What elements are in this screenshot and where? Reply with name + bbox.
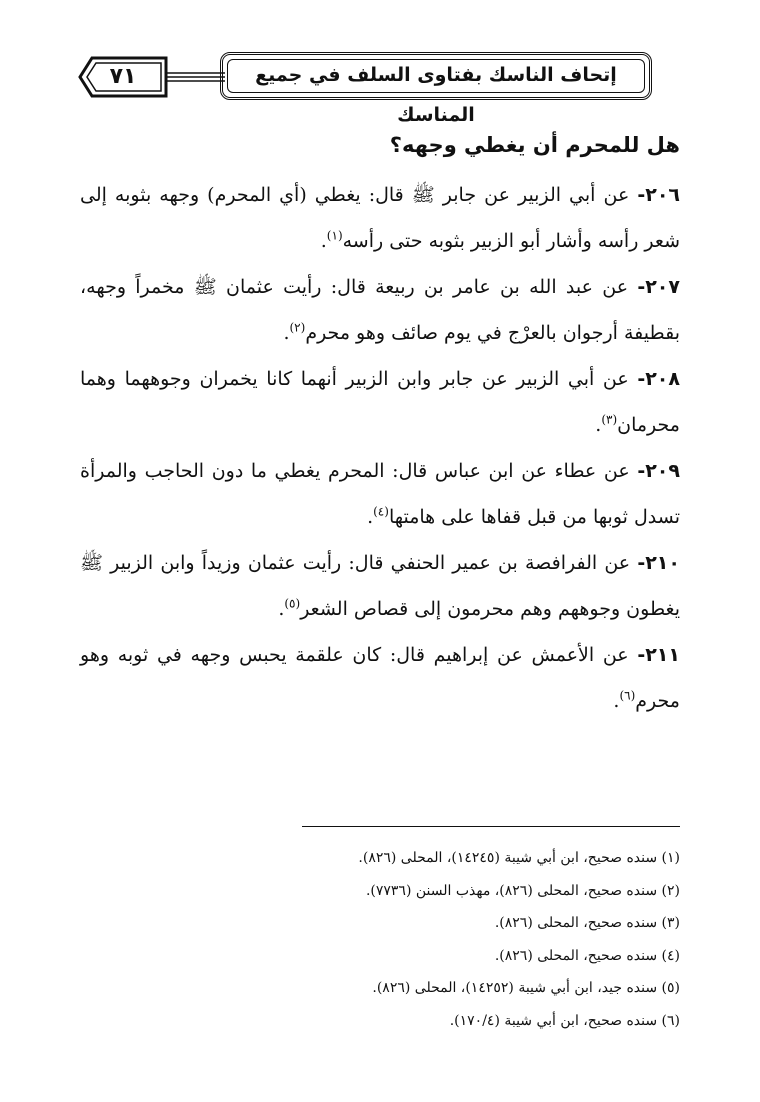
entry-end: .: [595, 414, 602, 436]
entry-number: ٢٠٩-: [637, 460, 680, 482]
entry-text: عن عطاء عن ابن عباس قال: المحرم يغطي ما دون الحاجب والمرأة تسدل ثوبها من قبل قفاها على هامتها: [80, 460, 680, 528]
footnote-3: (٣) سنده صحيح، المحلى (٨٢٦).: [494, 915, 680, 931]
footnote-ref: (٤): [373, 504, 389, 519]
footnotes: [120, 842, 680, 1037]
footnote-2: (٢) سنده صحيح، المحلى (٨٢٦)، مهذب السنن (٧٧٣٦).: [365, 882, 680, 899]
entry-208: [80, 356, 680, 448]
entry-210: [80, 540, 680, 632]
entry-207: [80, 264, 680, 356]
entry-number: ٢٠٧-: [637, 276, 680, 298]
entry-206: [80, 172, 680, 264]
entry-text: عن عبد الله بن عامر بن ربيعة قال: رأيت عثمان ﷺ مخمراً وجهه، بقطيفة أرجوان بالعرْج في يوم صائف وهو محرم: [80, 276, 680, 344]
page-header: [70, 52, 670, 126]
entry-number: ٢١٠-: [637, 552, 680, 574]
entry-end: .: [367, 506, 374, 528]
entry-text: عن الفرافصة بن عمير الحنفي قال: رأيت عثمان وزيداً وابن الزبير ﷺ يغطون وجوههم وهم محرمون إلى قصاص الشعر: [80, 552, 680, 620]
entry-text: عن الأعمش عن إبراهيم قال: كان علقمة يحبس وجهه في ثوبه وهو محرم: [80, 644, 680, 712]
footnote-ref: (٣): [601, 412, 618, 427]
entry-text: عن أبي الزبير عن جابر ﷺ قال: يغطي (أي المحرم) وجهه بثوبه إلى شعر رأسه وأشار أبو الزبير بثوبه حتى رأسه: [80, 184, 680, 252]
footnote-ref: (١): [326, 228, 343, 243]
section-title: هل للمحرم أن يغطي وجهه؟: [389, 133, 680, 157]
book-title-frame: [220, 52, 652, 126]
footnote-4: (٤) سنده صحيح، المحلى (٨٢٦).: [494, 947, 680, 964]
header-connector: [165, 70, 225, 84]
entry-number: ٢٠٨-: [637, 368, 680, 390]
main-text: [80, 128, 680, 724]
entry-end: .: [320, 230, 327, 252]
entry-number: ٢١١-: [637, 644, 680, 666]
entry-209: [80, 448, 680, 540]
footnote-6: (٦) سنده صحيح، ابن أبي شيبة (١٧٠/٤).: [449, 1012, 680, 1029]
book-title: إتحاف الناسك بفتاوى السلف في جميع المناسك: [255, 64, 617, 126]
entry-211: [80, 632, 680, 724]
entry-end: .: [278, 598, 285, 620]
entry-end: .: [613, 690, 620, 712]
footnote-ref: (٥): [284, 596, 301, 611]
footnote-ref: (٦): [619, 688, 636, 703]
entry-number: ٢٠٦-: [637, 184, 681, 206]
footnote-ref: (٢): [289, 320, 306, 335]
footnote-separator: [302, 826, 680, 827]
entry-end: .: [283, 322, 290, 344]
page-number-frame: [78, 56, 168, 98]
footnote-5: (٥) سنده جيد، ابن أبي شيبة (١٤٢٥٢)، المحلى (٨٢٦).: [372, 980, 680, 996]
entry-text: عن أبي الزبير عن جابر وابن الزبير أنهما كانا يخمران وجوههما وهما محرمان: [80, 368, 680, 436]
page-number: ٧١: [109, 64, 137, 89]
footnote-1: (١) سنده صحيح، ابن أبي شيبة (١٤٢٤٥)، المحلى (٨٢٦).: [358, 850, 680, 866]
